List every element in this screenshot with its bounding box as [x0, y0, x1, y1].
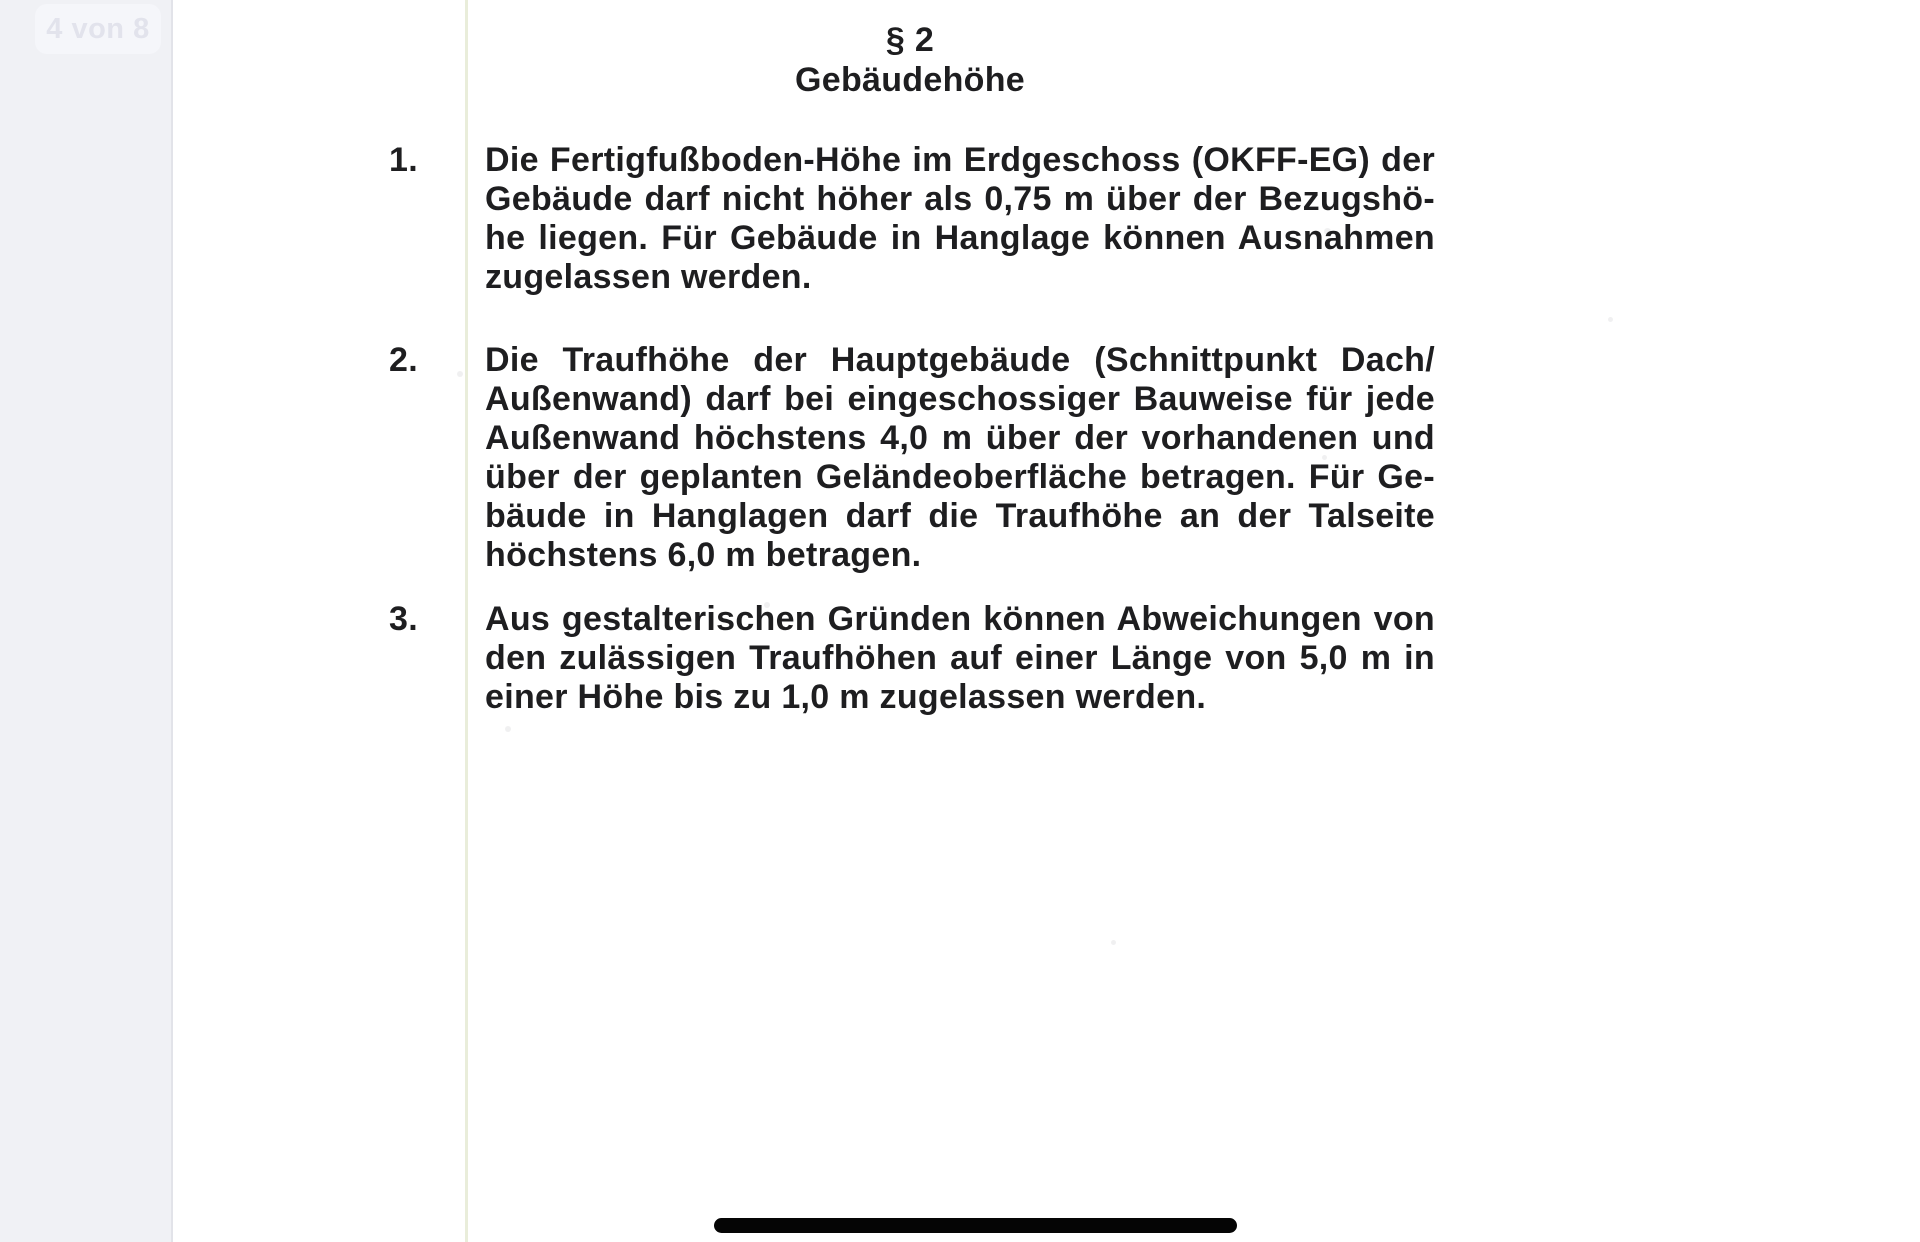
section-heading [795, 20, 1025, 100]
section-number: § 2 [885, 21, 935, 59]
clause-line: Gebäude darf nicht höher als 0,75 m über der Bezugshö- [485, 180, 1435, 218]
clause-line: höchstens 6,0 m betragen. [485, 536, 922, 574]
clause-text [485, 341, 1435, 575]
home-indicator[interactable] [714, 1218, 1237, 1233]
clause-line: einer Höhe bis zu 1,0 m zugelassen werden. [485, 678, 1207, 716]
scan-speck [1111, 940, 1116, 945]
clause-number: 1. [389, 141, 418, 179]
clause-line: Außenwand höchstens 4,0 m über der vorhandenen und [485, 419, 1435, 457]
clause-number: 3. [389, 600, 418, 638]
clause-line: über der geplanten Geländeoberfläche betragen. Für Ge- [485, 458, 1435, 496]
clause-1 [389, 141, 1435, 297]
viewer-sidebar [0, 0, 173, 1242]
clause-line: den zulässigen Traufhöhen auf einer Länge von 5,0 m in [485, 639, 1435, 677]
page-indicator-label: 4 von 8 [46, 12, 150, 45]
clause-2 [389, 341, 1435, 575]
clause-line: Aus gestalterischen Gründen können Abweichungen von [485, 600, 1435, 638]
clause-line: Die Fertigfußboden-Höhe im Erdgeschoss (OKFF-EG) der [485, 141, 1435, 179]
section-title: Gebäudehöhe [795, 61, 1025, 99]
clause-line: zugelassen werden. [485, 258, 812, 296]
scan-speck [505, 726, 511, 732]
scan-speck [1608, 317, 1613, 322]
clause-number: 2. [389, 341, 418, 379]
clause-line: bäude in Hanglagen darf die Traufhöhe an der Talseite [485, 497, 1435, 535]
clause-text [485, 141, 1435, 297]
clause-line: Die Traufhöhe der Hauptgebäude (Schnittpunkt Dach/ [485, 341, 1435, 379]
clause-text [485, 600, 1435, 717]
clause-line: Außenwand) darf bei eingeschossiger Bauweise für jede [485, 380, 1435, 418]
page-indicator-badge [35, 4, 161, 54]
clause-line: he liegen. Für Gebäude in Hanglage können Ausnahmen [485, 219, 1435, 257]
clause-3 [389, 600, 1435, 717]
